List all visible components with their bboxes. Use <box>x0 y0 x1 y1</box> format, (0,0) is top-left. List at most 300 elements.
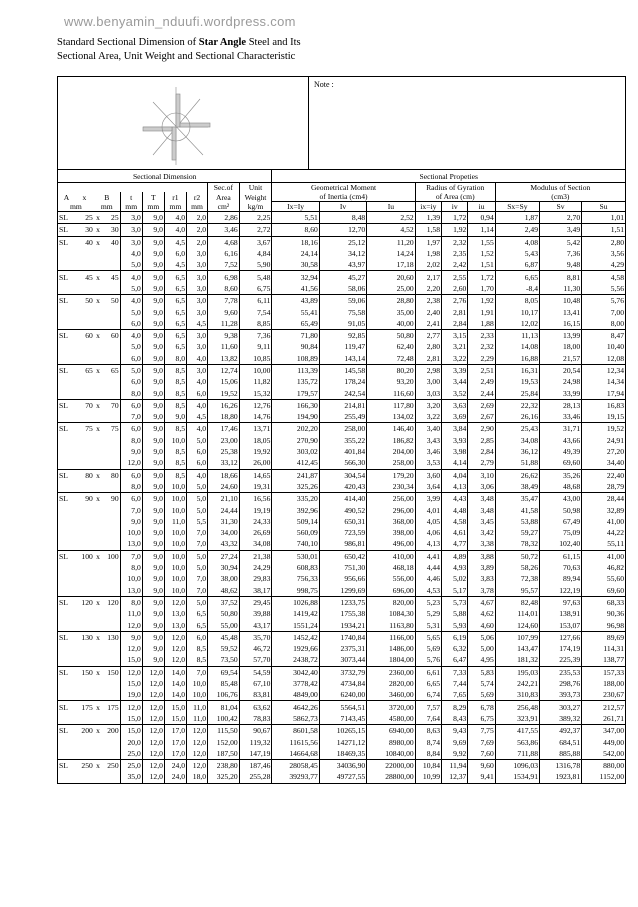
cell-sl: SL <box>58 224 75 236</box>
cell-sx: 711,88 <box>495 748 539 760</box>
cell-b <box>102 562 120 573</box>
cell-r2: 5,0 <box>187 596 208 608</box>
cell-area: 325,20 <box>208 771 240 782</box>
cell-sv: 389,32 <box>540 713 582 725</box>
cell-sv: 102,40 <box>540 538 582 550</box>
cell-r1: 15,0 <box>164 713 186 725</box>
cell-T: 9,0 <box>142 654 164 666</box>
cell-w: 14,76 <box>239 411 272 423</box>
cell-T: 12,0 <box>142 713 164 725</box>
cell-ru: 2,67 <box>468 411 495 423</box>
cell-t: 6,0 <box>120 423 142 435</box>
cell-ix: 18,16 <box>272 236 319 248</box>
cell-ru: 2,32 <box>468 341 495 352</box>
cell-a <box>75 306 94 317</box>
cell-sv: 18,00 <box>540 341 582 352</box>
cell-sl <box>58 562 75 573</box>
cell-t: 12,0 <box>120 666 142 678</box>
cell-rx: 8,84 <box>415 748 441 760</box>
cell-area: 24,60 <box>208 481 240 493</box>
cell-iu: 2820,00 <box>367 678 415 689</box>
cell-T: 12,0 <box>142 725 164 737</box>
cell-area: 25,38 <box>208 446 240 457</box>
section-properties-label: Sectional Propeties <box>272 170 625 183</box>
cell-r2: 6,0 <box>187 457 208 469</box>
cell-T: 9,0 <box>142 457 164 469</box>
cell-su: 16,83 <box>582 399 625 411</box>
cell-r1: 8,0 <box>164 353 186 365</box>
cell-sl: SL <box>58 399 75 411</box>
table-row <box>58 295 625 307</box>
cell-sx: 12,02 <box>495 318 539 330</box>
cell-ix: 740,10 <box>272 538 319 550</box>
cell-b <box>102 353 120 365</box>
cell-sv: 127,66 <box>540 631 582 643</box>
cell-a: 70 <box>75 399 94 411</box>
cell-rx: 5,29 <box>415 608 441 619</box>
table-row <box>58 654 625 666</box>
cell-r1: 17,0 <box>164 725 186 737</box>
cell-su: 261,71 <box>582 713 625 725</box>
cell-w: 57,70 <box>239 654 272 666</box>
cell-su: 5,76 <box>582 295 625 307</box>
table-row <box>58 259 625 271</box>
cell-sl <box>58 504 75 515</box>
cell-rx: 4,01 <box>415 504 441 515</box>
cell-x: x <box>94 295 102 307</box>
cell-sl <box>58 678 75 689</box>
cell-su: 32,89 <box>582 504 625 515</box>
cell-r2: 3,0 <box>187 306 208 317</box>
cell-rx: 4,41 <box>415 550 441 562</box>
cell-ix: 202,20 <box>272 423 319 435</box>
cell-x <box>94 619 102 631</box>
cell-b <box>102 259 120 271</box>
cell-r1: 4,0 <box>164 224 186 236</box>
table-row <box>58 585 625 597</box>
cell-area: 7,52 <box>208 259 240 271</box>
cell-w: 54,59 <box>239 666 272 678</box>
cell-iv: 1755,38 <box>319 608 366 619</box>
cell-su: 12,34 <box>582 364 625 376</box>
cell-iv: 355,22 <box>319 435 366 446</box>
cell-t: 8,0 <box>120 387 142 399</box>
cell-x: x <box>94 550 102 562</box>
cell-iu: 14,24 <box>367 248 415 259</box>
cell-area: 55,00 <box>208 619 240 631</box>
cell-su: 96,98 <box>582 619 625 631</box>
cell-T: 9,0 <box>142 271 164 283</box>
cell-sx: 256,48 <box>495 701 539 713</box>
cell-rv: 2,35 <box>442 248 468 259</box>
cell-iu: 256,00 <box>367 493 415 505</box>
cell-rx: 7,64 <box>415 713 441 725</box>
cell-x <box>94 516 102 527</box>
cell-sv: 67,49 <box>540 516 582 527</box>
cell-iu: 28800,00 <box>367 771 415 782</box>
cell-rx: 2,81 <box>415 353 441 365</box>
cell-a: 175 <box>75 701 94 713</box>
cell-rv: 6,19 <box>442 631 468 643</box>
cell-area: 19,52 <box>208 387 240 399</box>
cell-r2: 5,5 <box>187 516 208 527</box>
cell-r1: 10,0 <box>164 435 186 446</box>
cell-iv: 178,24 <box>319 376 366 387</box>
cell-b: 80 <box>102 469 120 481</box>
cell-su: 212,57 <box>582 701 625 713</box>
cell-rv: 5,93 <box>442 619 468 631</box>
cell-t: 8,0 <box>120 562 142 573</box>
cell-ru: 1,70 <box>468 283 495 295</box>
cell-su: 138,77 <box>582 654 625 666</box>
cell-ru: 5,69 <box>468 689 495 701</box>
cell-iu: 4,52 <box>367 224 415 236</box>
cell-b: 25 <box>102 212 120 224</box>
col-area: Area <box>208 192 240 202</box>
cell-area: 23,00 <box>208 435 240 446</box>
cell-r1: 6,5 <box>164 318 186 330</box>
cell-t: 15,0 <box>120 725 142 737</box>
cell-sx: 16,31 <box>495 364 539 376</box>
cell-iu: 35,00 <box>367 306 415 317</box>
cell-sl <box>58 516 75 527</box>
cell-x: x <box>94 212 102 224</box>
cell-sv: 49,39 <box>540 446 582 457</box>
cell-sx: 1534,91 <box>495 771 539 782</box>
cell-w: 18,05 <box>239 435 272 446</box>
table-row <box>58 341 625 352</box>
cell-area: 16,26 <box>208 399 240 411</box>
cell-r2: 7,0 <box>187 538 208 550</box>
cell-r2: 3,0 <box>187 283 208 295</box>
cell-r1: 8,5 <box>164 457 186 469</box>
cell-ix: 32,94 <box>272 271 319 283</box>
cell-iu: 6940,00 <box>367 725 415 737</box>
cell-x <box>94 481 102 493</box>
cell-a: 120 <box>75 596 94 608</box>
cell-T: 9,0 <box>142 608 164 619</box>
cell-sv: 10,48 <box>540 295 582 307</box>
cell-rx: 7,57 <box>415 701 441 713</box>
cell-iu: 204,00 <box>367 446 415 457</box>
cell-r2: 7,0 <box>187 666 208 678</box>
cell-iv: 91,05 <box>319 318 366 330</box>
cell-rv: 3,52 <box>442 387 468 399</box>
cell-a <box>75 341 94 352</box>
cell-su: 1152,00 <box>582 771 625 782</box>
cell-b <box>102 771 120 782</box>
cell-T: 9,0 <box>142 585 164 597</box>
spec-table <box>58 169 625 783</box>
cell-sv: 35,26 <box>540 469 582 481</box>
cell-T: 9,0 <box>142 550 164 562</box>
cell-x: x <box>94 224 102 236</box>
cell-sx: 25,43 <box>495 423 539 435</box>
cell-x <box>94 771 102 782</box>
page-title <box>57 36 301 64</box>
cell-sx: 1,87 <box>495 212 539 224</box>
cell-T: 12,0 <box>142 736 164 747</box>
cell-sv: 48,68 <box>540 481 582 493</box>
table-row <box>58 666 625 678</box>
cell-x <box>94 713 102 725</box>
cell-x <box>94 457 102 469</box>
cell-sl: SL <box>58 596 75 608</box>
cell-sv: 50,98 <box>540 504 582 515</box>
cell-sx: 59,27 <box>495 527 539 538</box>
cell-x <box>94 643 102 654</box>
cell-iv: 258,00 <box>319 423 366 435</box>
cell-w: 10,00 <box>239 364 272 376</box>
cell-r1: 6,5 <box>164 271 186 283</box>
cell-x <box>94 446 102 457</box>
cell-ru: 7,69 <box>468 736 495 747</box>
cell-ix: 65,49 <box>272 318 319 330</box>
cell-rv: 5,17 <box>442 585 468 597</box>
cell-rv: 5,73 <box>442 596 468 608</box>
cell-T: 9,0 <box>142 387 164 399</box>
cell-iu: 1486,00 <box>367 643 415 654</box>
cell-rv: 12,37 <box>442 771 468 782</box>
cell-T: 9,0 <box>142 631 164 643</box>
cell-sl: SL <box>58 295 75 307</box>
cell-sx: 2,49 <box>495 224 539 236</box>
cell-ru: 5,83 <box>468 666 495 678</box>
cell-ru: 3,45 <box>468 516 495 527</box>
title-suffix: Steel and Its <box>246 37 301 48</box>
table-row <box>58 619 625 631</box>
table-row <box>58 446 625 457</box>
cell-sv: 43,66 <box>540 435 582 446</box>
cell-sv: 7,36 <box>540 248 582 259</box>
cell-ix: 3778,42 <box>272 678 319 689</box>
cell-w: 14,65 <box>239 469 272 481</box>
cell-area: 34,00 <box>208 527 240 538</box>
cell-b: 120 <box>102 596 120 608</box>
col-mod-1: Modulus of Section <box>495 183 625 193</box>
cell-sx: 22,32 <box>495 399 539 411</box>
cell-t: 5,0 <box>120 259 142 271</box>
cell-r1: 8,5 <box>164 364 186 376</box>
cell-ix: 608,83 <box>272 562 319 573</box>
cell-T: 12,0 <box>142 689 164 701</box>
cell-t: 11,0 <box>120 608 142 619</box>
cell-a: 45 <box>75 271 94 283</box>
cell-ru: 7,75 <box>468 725 495 737</box>
cell-area: 48,62 <box>208 585 240 597</box>
cell-r1: 8,5 <box>164 376 186 387</box>
cell-w: 5,48 <box>239 271 272 283</box>
cell-t: 25,0 <box>120 748 142 760</box>
cell-w: 12,76 <box>239 399 272 411</box>
table-row <box>58 457 625 469</box>
cell-t: 7,0 <box>120 411 142 423</box>
cell-T: 9,0 <box>142 538 164 550</box>
cell-area: 11,28 <box>208 318 240 330</box>
cell-sl <box>58 411 75 423</box>
cell-iv: 143,14 <box>319 353 366 365</box>
cell-ix: 756,33 <box>272 573 319 584</box>
table-row <box>58 411 625 423</box>
cell-b: 150 <box>102 666 120 678</box>
cell-r2: 3,0 <box>187 271 208 283</box>
cell-ix: 412,45 <box>272 457 319 469</box>
cell-sv: 122,19 <box>540 585 582 597</box>
cell-rx: 1,97 <box>415 236 441 248</box>
unit-mm-a: mm <box>69 202 82 211</box>
cell-su: 1,51 <box>582 224 625 236</box>
cell-t: 6,0 <box>120 376 142 387</box>
note-label: Note : <box>314 80 334 89</box>
col-sv: Sv <box>540 202 582 212</box>
cell-b <box>102 527 120 538</box>
cell-b: 60 <box>102 329 120 341</box>
cell-x: x <box>94 666 102 678</box>
cell-t: 4,0 <box>120 271 142 283</box>
cell-a <box>75 608 94 619</box>
cell-area: 43,32 <box>208 538 240 550</box>
cell-sl <box>58 457 75 469</box>
cell-sv: 1923,81 <box>540 771 582 782</box>
star-angle-diagram <box>58 77 309 169</box>
cell-sl <box>58 435 75 446</box>
cell-r1: 12,0 <box>164 596 186 608</box>
note-area <box>309 77 625 169</box>
cell-rv: 4,89 <box>442 550 468 562</box>
col-b: B <box>104 192 110 202</box>
cell-r2: 5,0 <box>187 504 208 515</box>
cell-su: 7,00 <box>582 306 625 317</box>
cell-rx: 2,80 <box>415 341 441 352</box>
cell-a: 50 <box>75 295 94 307</box>
cell-iv: 3732,79 <box>319 666 366 678</box>
cell-iu: 696,00 <box>367 585 415 597</box>
cell-area: 27,24 <box>208 550 240 562</box>
cell-sl <box>58 748 75 760</box>
cell-ix: 1452,42 <box>272 631 319 643</box>
cell-iu: 146,40 <box>367 423 415 435</box>
cell-w: 6,75 <box>239 283 272 295</box>
cell-r1: 12,0 <box>164 654 186 666</box>
cell-area: 33,12 <box>208 457 240 469</box>
cell-a <box>75 387 94 399</box>
cell-r1: 10,0 <box>164 504 186 515</box>
cell-rx: 5,31 <box>415 619 441 631</box>
cell-ix: 28058,45 <box>272 759 319 771</box>
col-T: T <box>142 192 164 202</box>
cell-su: 90,36 <box>582 608 625 619</box>
table-row <box>58 329 625 341</box>
cell-iu: 556,00 <box>367 573 415 584</box>
cell-T: 9,0 <box>142 364 164 376</box>
cell-w: 147,19 <box>239 748 272 760</box>
cell-sx: 82,48 <box>495 596 539 608</box>
cell-sl <box>58 654 75 666</box>
cell-su: 41,00 <box>582 516 625 527</box>
cell-b <box>102 654 120 666</box>
cell-r1: 11,0 <box>164 516 186 527</box>
cell-ru: 9,41 <box>468 771 495 782</box>
cell-a <box>75 318 94 330</box>
cell-rx: 2,02 <box>415 259 441 271</box>
cell-a <box>75 435 94 446</box>
cell-su: 44,22 <box>582 527 625 538</box>
cell-iu: 179,20 <box>367 469 415 481</box>
cell-t: 4,0 <box>120 248 142 259</box>
cell-w: 4,84 <box>239 248 272 259</box>
cell-ru: 3,10 <box>468 469 495 481</box>
cell-rx: 3,53 <box>415 457 441 469</box>
cell-T: 9,0 <box>142 411 164 423</box>
cell-w: 15,32 <box>239 387 272 399</box>
cell-rx: 6,61 <box>415 666 441 678</box>
cell-t: 8,0 <box>120 435 142 446</box>
cell-area: 4,68 <box>208 236 240 248</box>
cell-b: 175 <box>102 701 120 713</box>
col-ix-iy: Ix=Iy <box>272 202 319 212</box>
cell-t: 7,0 <box>120 504 142 515</box>
cell-ru: 3,48 <box>468 493 495 505</box>
table-row <box>58 306 625 317</box>
cell-r1: 8,5 <box>164 387 186 399</box>
website-url[interactable]: www.benyamin_nduufi.wordpress.com <box>64 14 296 29</box>
cell-r1: 14,0 <box>164 689 186 701</box>
cell-T: 9,0 <box>142 469 164 481</box>
cell-sx: 51,88 <box>495 457 539 469</box>
cell-a <box>75 654 94 666</box>
cell-sl <box>58 446 75 457</box>
cell-sx: 95,57 <box>495 585 539 597</box>
cell-su: 542,00 <box>582 748 625 760</box>
table-row <box>58 631 625 643</box>
cell-sv: 1316,78 <box>540 759 582 771</box>
cell-sx: 72,38 <box>495 573 539 584</box>
unit-mm-b: mm <box>100 202 113 211</box>
cell-a <box>75 678 94 689</box>
cell-rv: 2,76 <box>442 295 468 307</box>
cell-area: 13,82 <box>208 353 240 365</box>
cell-area: 6,98 <box>208 271 240 283</box>
cell-rv: 3,22 <box>442 353 468 365</box>
cell-sx: 34,08 <box>495 435 539 446</box>
cell-r1: 4,0 <box>164 212 186 224</box>
col-geo-1: Geometrical Moment <box>272 183 415 193</box>
cell-iv: 1299,69 <box>319 585 366 597</box>
cell-b: 75 <box>102 423 120 435</box>
cell-sx: 5,43 <box>495 248 539 259</box>
cell-iv: 956,66 <box>319 573 366 584</box>
cell-x <box>94 678 102 689</box>
cell-area: 50,80 <box>208 608 240 619</box>
cell-sl <box>58 527 75 538</box>
cell-iu: 2360,00 <box>367 666 415 678</box>
cell-rx: 6,74 <box>415 689 441 701</box>
cell-area: 38,00 <box>208 573 240 584</box>
cell-r1: 15,0 <box>164 701 186 713</box>
cell-iu: 4580,00 <box>367 713 415 725</box>
cell-iu: 50,80 <box>367 329 415 341</box>
cell-rv: 4,58 <box>442 516 468 527</box>
cell-iv: 414,40 <box>319 493 366 505</box>
cell-ix: 11615,56 <box>272 736 319 747</box>
section-dimension-label: Sectional Dimension <box>58 170 272 183</box>
cell-area: 8,60 <box>208 283 240 295</box>
cell-area: 15,06 <box>208 376 240 387</box>
cell-r2: 12,0 <box>187 736 208 747</box>
cell-t: 12,0 <box>120 643 142 654</box>
cell-b <box>102 538 120 550</box>
cell-rv: 7,33 <box>442 666 468 678</box>
